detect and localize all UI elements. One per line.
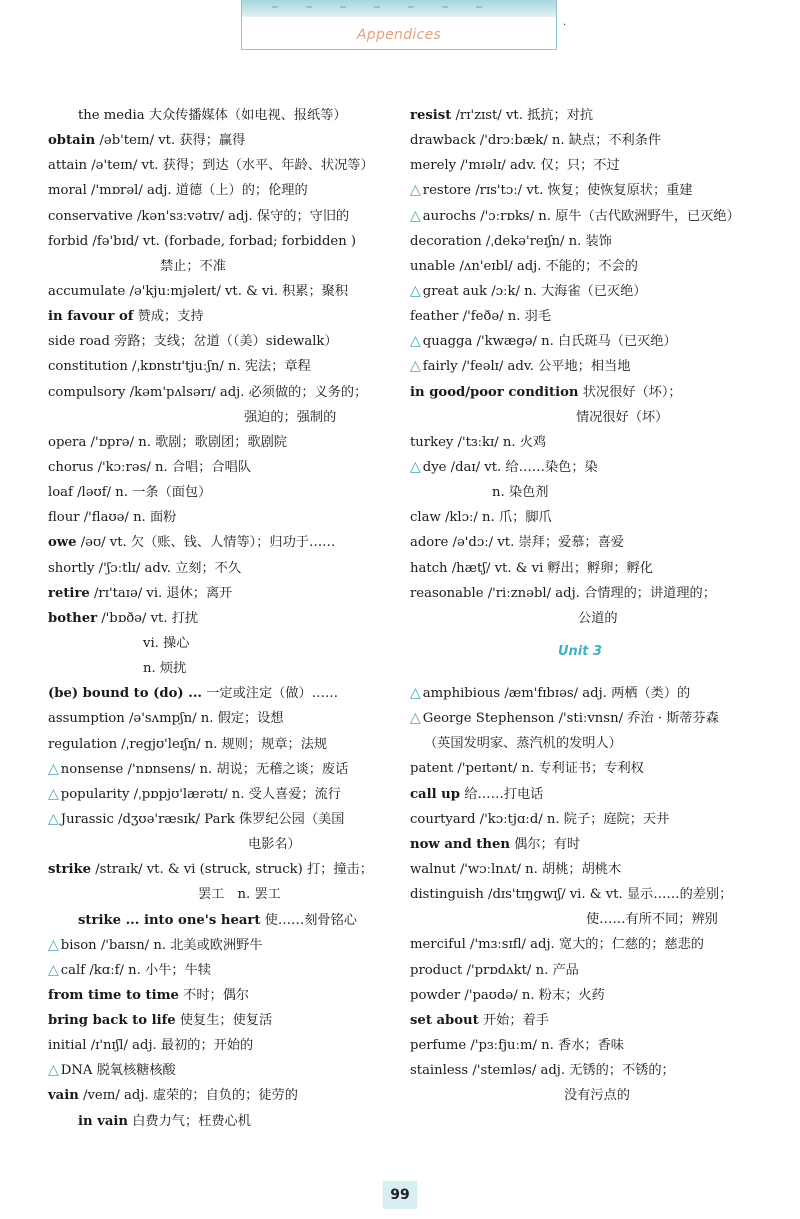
right-column <box>410 103 780 1108</box>
vocab-definition: loaf /ləʊf/ n. 一条（面包） <box>48 485 212 501</box>
vocab-definition: attain /ə'teɪn/ vt. 获得；到达（水平、年龄、状况等） <box>48 158 374 174</box>
vocab-definition: （英国发明家、蒸汽机的发明人） <box>424 736 622 752</box>
vocab-entry <box>48 958 393 983</box>
vocab-definition: opera /'ɒprə/ n. 歌剧；歌剧团；歌剧院 <box>48 434 287 450</box>
vocab-entry <box>410 731 780 756</box>
vocab-definition: restore /rɪs'tɔː/ vt. 恢复；使恢复原状；重建 <box>422 183 693 199</box>
vocab-definition: great auk /ɔːk/ n. 大海雀（已灭绝） <box>422 283 647 299</box>
vocab-entry <box>48 178 393 203</box>
vocab-entry <box>48 908 393 933</box>
vocab-entry <box>48 1083 393 1108</box>
unit-heading: Unit 3 <box>557 643 603 659</box>
vocab-definition: 开始；着手 <box>478 1012 549 1028</box>
vocab-entry <box>410 832 780 857</box>
left-column <box>48 103 393 1134</box>
vocab-entry <box>410 706 780 731</box>
vocab-definition: 一定或注定（做）…… <box>202 686 339 702</box>
vocab-headword: strike ... into one's heart <box>78 912 261 928</box>
section-title: Appendices <box>356 27 442 43</box>
vocab-entry <box>410 1033 780 1058</box>
vocab-entry <box>48 103 393 128</box>
vocab-headword: in good/poor condition <box>410 384 579 400</box>
header-mark: · <box>563 20 567 31</box>
vocab-definition: side road 旁路；支线；岔道（（美）sidewalk） <box>48 334 338 350</box>
vocab-definition: 赞成；支持 <box>133 309 204 325</box>
vocab-definition: quagga /'kwægə/ n. 白氏斑马（已灭绝） <box>422 334 677 350</box>
vocab-entry <box>410 581 780 606</box>
triangle-icon: △ <box>48 785 59 802</box>
vocab-definition: /əb'teɪn/ vt. 获得；赢得 <box>95 133 246 149</box>
vocab-entry <box>48 530 393 555</box>
vocab-entry <box>48 1109 393 1134</box>
vocab-definition: flour /'flaʊə/ n. 面粉 <box>48 510 177 526</box>
vocab-definition: walnut /'wɔːlnʌt/ n. 胡桃；胡桃木 <box>410 861 622 877</box>
vocab-entry <box>48 329 393 354</box>
vocab-definition: /straɪk/ vt. & vi (struck, struck) 打；撞击； <box>91 862 373 878</box>
vocab-definition: 没有污点的 <box>564 1088 630 1104</box>
vocab-headword: from time to time <box>48 987 179 1003</box>
vocab-entry <box>48 480 393 505</box>
vocab-definition: George Stephenson /'stiːvnsn/ 乔治 · 斯蒂芬森 <box>422 711 719 727</box>
vocab-entry <box>48 254 393 279</box>
vocab-definition: claw /klɔː/ n. 爪；脚爪 <box>410 510 552 526</box>
vocab-definition: regulation /ˌregjʊ'leɪʃn/ n. 规则；规章；法规 <box>48 736 328 752</box>
vocab-definition: 罢工 n. 罢工 <box>198 887 281 903</box>
triangle-icon: △ <box>410 710 421 727</box>
vocab-entry <box>410 882 780 907</box>
vocab-entry <box>48 581 393 606</box>
vocab-definition: 禁止；不准 <box>160 258 226 274</box>
vocab-entry <box>48 153 393 178</box>
vocab-headword: (be) bound to (do) ... <box>48 686 203 702</box>
vocab-entry <box>410 380 780 405</box>
vocab-definition: DNA 脱氧核糖核酸 <box>60 1063 176 1079</box>
header-decorative-strip <box>242 0 556 17</box>
vocab-entry <box>410 556 780 581</box>
vocab-entry <box>48 204 393 229</box>
vocab-entry <box>410 1083 780 1108</box>
vocab-entry <box>410 505 780 530</box>
vocab-definition: /əʊ/ vt. 欠（账、钱、人情等）；归功于…… <box>76 535 336 551</box>
vocab-definition: 状况很好（坏）； <box>578 384 682 400</box>
vocab-definition: n. 烦扰 <box>143 661 187 677</box>
vocab-entry <box>410 128 780 153</box>
vocab-headword: obtain <box>48 133 96 149</box>
vocab-entry <box>410 178 780 203</box>
header-banner <box>241 0 557 50</box>
vocab-entry <box>48 606 393 631</box>
vocab-entry <box>48 757 393 782</box>
vocab-headword: set about <box>410 1012 479 1028</box>
triangle-icon: △ <box>410 207 421 224</box>
vocab-headword: in vain <box>78 1113 128 1129</box>
vocab-entry <box>48 732 393 757</box>
triangle-icon: △ <box>48 810 59 827</box>
vocab-definition: /rɪ'zɪst/ vt. 抵抗；对抗 <box>451 108 594 123</box>
vocab-entry <box>48 782 393 807</box>
vocab-definition: 给……打电话 <box>460 786 544 802</box>
vocab-definition: decoration /ˌdekə'reɪʃn/ n. 装饰 <box>410 233 612 249</box>
vocab-definition: /rɪ'taɪə/ vi. 退休；离开 <box>89 585 233 601</box>
vocab-definition: fairly /'feəlɪ/ adv. 公平地；相当地 <box>422 359 631 375</box>
vocab-entry <box>410 304 780 329</box>
vocab-entry <box>410 1008 780 1033</box>
vocab-headword: in favour of <box>48 309 134 325</box>
vocab-entry <box>48 128 393 153</box>
vocab-entry <box>410 681 780 706</box>
triangle-icon: △ <box>410 358 421 375</box>
vocab-entry <box>410 958 780 983</box>
triangle-icon: △ <box>48 1062 59 1079</box>
vocab-definition: shortly /'ʃɔːtlɪ/ adv. 立刻；不久 <box>48 560 242 576</box>
vocab-entry <box>48 505 393 530</box>
page-number: 99 <box>383 1181 417 1209</box>
vocab-definition: feather /'feðə/ n. 羽毛 <box>410 309 552 325</box>
vocab-definition: nonsense /'nɒnsens/ n. 胡说；无稽之谈；废话 <box>60 761 349 777</box>
vocab-entry <box>410 279 780 304</box>
vocab-definition: 不时；偶尔 <box>178 987 250 1003</box>
vocab-definition: patent /'peɪtənt/ n. 专利证书；专利权 <box>410 761 644 777</box>
vocab-definition: 使……有所不同；辨别 <box>586 912 718 928</box>
vocab-entry <box>410 1058 780 1083</box>
triangle-icon: △ <box>410 182 421 199</box>
vocab-definition: amphibious /æm'fɪbɪəs/ adj. 两栖（类）的 <box>422 685 691 701</box>
triangle-icon: △ <box>48 936 59 953</box>
vocab-entry <box>48 882 393 907</box>
vocab-definition: perfume /'pɜːfjuːm/ n. 香水；香味 <box>410 1037 624 1053</box>
vocab-headword: vain <box>48 1088 79 1104</box>
vocab-entry <box>48 681 393 706</box>
vocab-entry <box>410 329 780 354</box>
vocab-entry <box>48 430 393 455</box>
vocab-definition: product /'prɒdʌkt/ n. 产品 <box>410 962 579 978</box>
vocab-definition: 偶尔；有时 <box>509 836 581 852</box>
vocab-definition: aurochs /'ɔːrɒks/ n. 原牛（古代欧洲野牛，已灭绝） <box>422 208 740 224</box>
vocab-headword: call up <box>410 786 460 802</box>
vocab-definition: chorus /'kɔːrəs/ n. 合唱；合唱队 <box>48 459 251 475</box>
vocab-entry <box>410 153 780 178</box>
vocab-definition: conservative /kən'sɜːvətɪv/ adj. 保守的；守旧的 <box>48 208 350 224</box>
vocab-entry <box>410 932 780 957</box>
vocab-headword: retire <box>48 585 90 601</box>
vocab-definition: drawback /'drɔːbæk/ n. 缺点；不利条件 <box>410 133 662 149</box>
vocab-entry <box>48 1008 393 1033</box>
vocab-definition: dye /daɪ/ vt. 给……染色；染 <box>422 459 598 475</box>
vocab-definition: reasonable /'riːznəbl/ adj. 合情理的；讲道理的； <box>410 585 716 601</box>
vocab-definition: calf /kɑːf/ n. 小牛；牛犊 <box>60 962 211 978</box>
vocab-definition: merely /'mɪəlɪ/ adv. 仅；只；不过 <box>410 158 620 174</box>
vocab-entry <box>410 480 780 505</box>
vocab-entry <box>48 832 393 857</box>
vocab-entry <box>410 254 780 279</box>
vocab-entry <box>48 304 393 329</box>
vocab-definition: 使……刻骨铭心 <box>260 912 357 928</box>
triangle-icon: △ <box>48 760 59 777</box>
vocab-entry <box>410 455 780 480</box>
vocab-definition: 强迫的；强制的 <box>244 409 337 425</box>
vocab-definition: initial /ɪ'nɪʃl/ adj. 最初的；开始的 <box>48 1038 254 1054</box>
vocab-definition: n. 染色剂 <box>492 485 549 501</box>
triangle-icon: △ <box>410 458 421 475</box>
vocab-entry <box>48 656 393 681</box>
vocab-definition: unable /ʌn'eɪbl/ adj. 不能的；不会的 <box>410 258 638 274</box>
vocab-entry <box>410 204 780 229</box>
vocab-definition: 使复生；使复活 <box>175 1013 273 1029</box>
vocab-definition: moral /'mɒrəl/ adj. 道德（上）的；伦理的 <box>48 183 308 199</box>
vocab-definition: adore /ə'dɔː/ vt. 崇拜；爱慕；喜爱 <box>410 535 624 551</box>
vocab-entry <box>410 103 780 128</box>
vocab-entry <box>410 807 780 832</box>
vocab-entry <box>410 907 780 932</box>
vocab-entry <box>48 631 393 656</box>
vocab-definition: 情况很好（坏） <box>576 409 669 425</box>
vocab-headword: bring back to life <box>48 1013 176 1029</box>
vocab-entry <box>410 430 780 455</box>
vocab-entry <box>410 782 780 807</box>
vocab-definition: hatch /hætʃ/ vt. & vi 孵出；孵卵；孵化 <box>410 560 653 576</box>
vocab-definition: forbid /fə'bɪd/ vt. (forbade, forbad; forbidden ) <box>48 233 357 249</box>
vocab-entry <box>48 556 393 581</box>
triangle-icon: △ <box>48 961 59 978</box>
vocab-headword: strike <box>48 862 92 878</box>
vocab-entry <box>48 279 393 304</box>
vocab-definition: compulsory /kəm'pʌlsərɪ/ adj. 必须做的；义务的； <box>48 384 368 400</box>
vocab-definition: the media 大众传播媒体（如电视、报纸等） <box>78 108 347 123</box>
vocab-definition: powder /'paʊdə/ n. 粉末；火药 <box>410 987 605 1003</box>
vocab-definition: courtyard /'kɔːtjɑːd/ n. 院子；庭院；天井 <box>410 811 670 827</box>
vocab-entry <box>410 606 780 631</box>
vocab-definition: /veɪn/ adj. 虚荣的；自负的；徒劳的 <box>78 1088 298 1104</box>
vocab-definition: stainless /'steɪnləs/ adj. 无锈的；不锈的； <box>410 1063 675 1079</box>
vocab-headword: owe <box>48 535 77 551</box>
vocab-definition: 白费力气；枉费心机 <box>128 1113 251 1129</box>
vocab-entry <box>410 229 780 254</box>
vocab-entry <box>410 857 780 882</box>
vocab-entry <box>48 455 393 480</box>
vocab-entry <box>48 1058 393 1083</box>
vocab-definition: 电影名） <box>248 837 301 853</box>
vocab-definition: merciful /'mɜːsɪfl/ adj. 宽大的；仁慈的；慈悲的 <box>410 937 704 953</box>
vocab-entry <box>410 983 780 1008</box>
vocab-entry <box>410 530 780 555</box>
vocab-entry <box>48 1033 393 1058</box>
vocab-entry <box>48 933 393 958</box>
vocab-definition: turkey /'tɜːkɪ/ n. 火鸡 <box>410 434 547 450</box>
vocab-headword: now and then <box>410 836 510 852</box>
vocab-headword: bother <box>48 610 98 626</box>
vocab-entry <box>48 405 393 430</box>
vocab-entry <box>410 756 780 781</box>
vocab-definition: Jurassic /dʒʊə'ræsɪk/ Park 侏罗纪公园（美国 <box>60 811 345 827</box>
vocab-entry <box>48 983 393 1008</box>
vocab-definition: vi. 操心 <box>143 635 190 651</box>
vocab-entry <box>48 354 393 379</box>
vocab-definition: 公道的 <box>578 610 618 626</box>
vocab-definition: assumption /ə'sʌmpʃn/ n. 假定；设想 <box>48 711 284 727</box>
vocab-entry <box>410 354 780 379</box>
vocab-headword: resist <box>410 108 452 123</box>
vocab-definition: distinguish /dɪs'tɪŋgwɪʃ/ vi. & vt. 显示……的差别； <box>410 887 733 903</box>
vocab-entry <box>410 405 780 430</box>
vocab-entry <box>48 857 393 882</box>
vocab-definition: popularity /ˌpɒpjʊ'lærətɪ/ n. 受人喜爱；流行 <box>60 786 341 802</box>
vocab-definition: constitution /ˌkɒnstɪ'tjuːʃn/ n. 宪法；章程 <box>48 359 311 375</box>
vocab-entry <box>48 706 393 731</box>
vocab-entry <box>48 229 393 254</box>
triangle-icon: △ <box>410 282 421 299</box>
vocab-definition: accumulate /ə'kjuːmjəleɪt/ vt. & vi. 积累；聚积 <box>48 283 349 299</box>
triangle-icon: △ <box>410 333 421 350</box>
vocab-definition: bison /'baɪsn/ n. 北美或欧洲野牛 <box>60 937 263 953</box>
vocab-entry <box>48 380 393 405</box>
triangle-icon: △ <box>410 684 421 701</box>
vocab-definition: /'bɒðə/ vt. 打扰 <box>97 610 199 626</box>
vocab-entry <box>48 807 393 832</box>
